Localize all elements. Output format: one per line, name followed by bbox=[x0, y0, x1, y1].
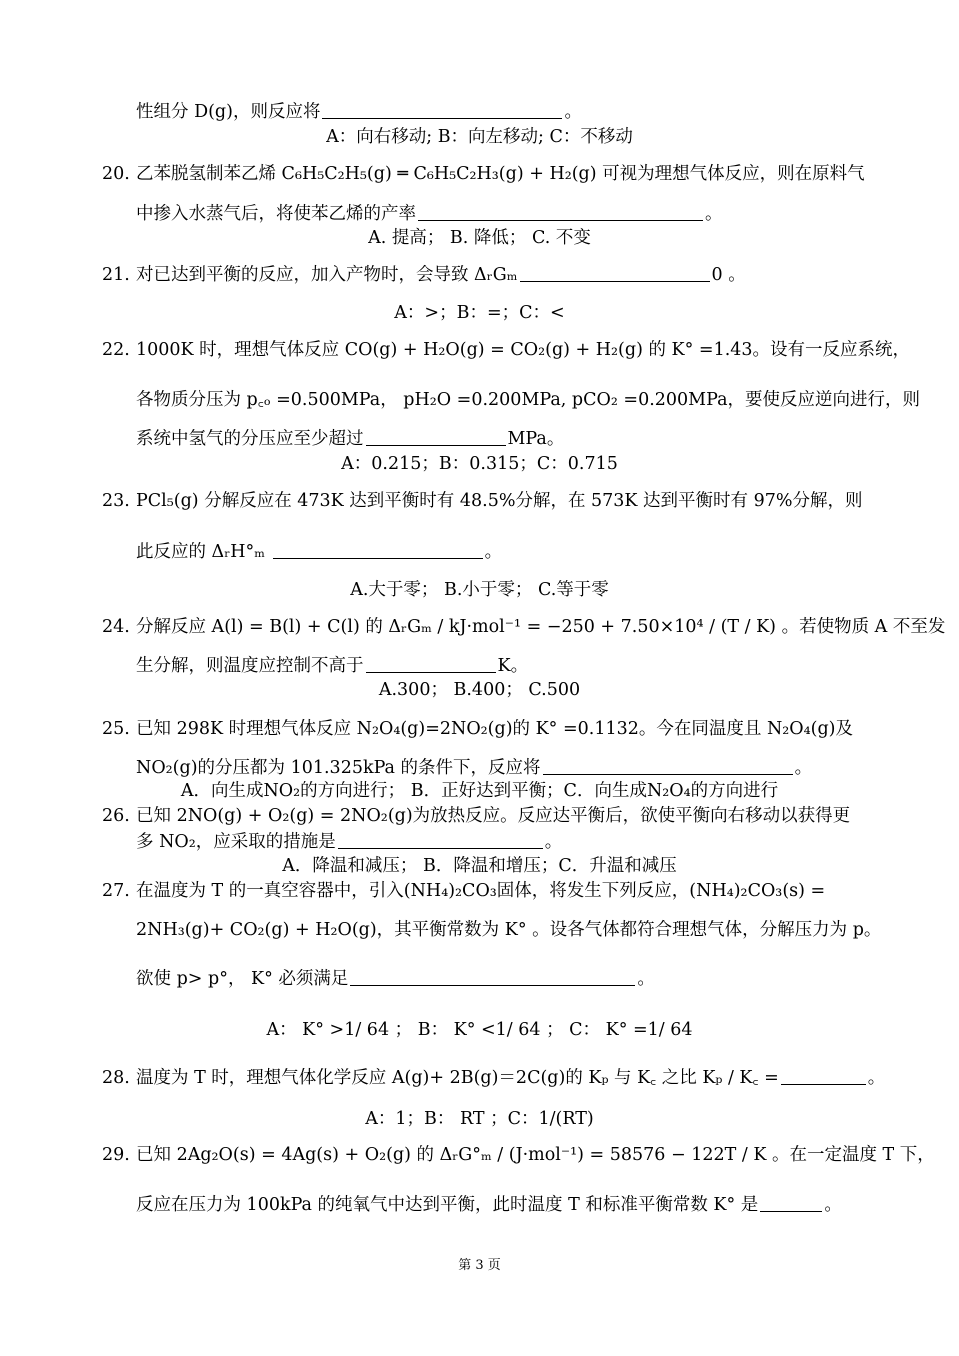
q24-number: 24. bbox=[102, 617, 130, 637]
q23-number: 23. bbox=[102, 491, 130, 511]
q24-line1: 分解反应 A(l) = B(l) + C(l) 的 ΔᵣGₘ / kJ·mol⁻¹ = −250 + 7.50×10⁴ / (T / K) 。若使物质 A 不至发 bbox=[136, 617, 946, 637]
answer-blank bbox=[322, 101, 562, 119]
q27-options: A： K° >1/ 64 ； B： K° <1/ 64 ； C： K° =1/ 64 bbox=[266, 1020, 693, 1040]
page-footer: 第 3 页 bbox=[458, 1258, 501, 1273]
q29-line1: 已知 2Ag₂O(s) = 4Ag(s) + O₂(g) 的 ΔᵣG°ₘ / (J·mol⁻¹) = 58576 − 122T / K 。在一定温度 T 下， bbox=[136, 1145, 935, 1165]
q28-options: A：1；B： RT ；C：1/(RT) bbox=[365, 1109, 594, 1129]
q25-line2: NO₂(g)的分压都为 101.325kPa 的条件下，反应将 。 bbox=[136, 758, 813, 778]
q20-line2: 中掺入水蒸气后，将使苯乙烯的产率 。 bbox=[136, 204, 723, 224]
q19-line1: 性组分 D(g)，则反应将 。 bbox=[136, 102, 582, 122]
q28-line1: 温度为 T 时，理想气体化学反应 A(g)+ 2B(g)＝2C(g)的 Kₚ 与 K꜀ 之比 Kₚ / K꜀ = 。 bbox=[136, 1068, 886, 1088]
q26-line2: 多 NO₂，应采取的措施是 。 bbox=[136, 832, 563, 852]
answer-blank bbox=[781, 1067, 866, 1085]
q25-number: 25. bbox=[102, 719, 130, 739]
q24-options: A.300； B.400； C.500 bbox=[378, 680, 581, 700]
q26-number: 26. bbox=[102, 806, 130, 826]
q25-options: A．向生成NO₂的方向进行； B．正好达到平衡；C．向生成N₂O₄的方向进行 bbox=[180, 781, 779, 801]
q29-line2: 反应在压力为 100kPa 的纯氧气中达到平衡，此时温度 T 和标准平衡常数 K° 是 。 bbox=[136, 1195, 842, 1215]
q26-options: A．降温和减压； B．降温和增压；C．升温和减压 bbox=[282, 856, 677, 876]
q26-line1: 已知 2NO(g) + O₂(g) = 2NO₂(g)为放热反应。反应达平衡后，欲使平衡向右移动以获得更 bbox=[136, 806, 851, 826]
q25-line1: 已知 298K 时理想气体反应 N₂O₄(g)=2NO₂(g)的 K° =0.1132。今在同温度且 N₂O₄(g)及 bbox=[136, 719, 853, 739]
answer-blank bbox=[273, 541, 483, 559]
q27-line1: 在温度为 T 的一真空容器中，引入(NH₄)₂CO₃固体，将发生下列反应，(NH₄)₂CO₃(s) = bbox=[136, 881, 826, 901]
answer-blank bbox=[760, 1194, 822, 1212]
q21-number: 21. bbox=[102, 265, 130, 285]
q19-options: A：向右移动; B：向左移动; C：不移动 bbox=[326, 127, 633, 147]
answer-blank bbox=[520, 264, 710, 282]
q21-options: A：>；B：=；C：< bbox=[394, 303, 565, 323]
q22-line2: 各物质分压为 p꜀ₒ =0.500MPa， pH₂O =0.200MPa, pCO₂ =0.200MPa，要使反应逆向进行，则 bbox=[136, 390, 921, 410]
q27-line2: 2NH₃(g)+ CO₂(g) + H₂O(g)，其平衡常数为 K° 。设各气体都符合理想气体，分解压力为 p。 bbox=[136, 920, 882, 940]
q20-options: A. 提高； B. 降低； C. 不变 bbox=[368, 228, 591, 248]
q24-line2: 生分解，则温度应控制不高于 K。 bbox=[136, 656, 529, 676]
q22-line3: 系统中氢气的分压应至少超过 MPa。 bbox=[136, 429, 565, 449]
answer-blank bbox=[543, 757, 793, 775]
q27-number: 27. bbox=[102, 881, 130, 901]
q27-line3: 欲使 p> p°， K° 必须满足 。 bbox=[136, 969, 655, 989]
q28-number: 28. bbox=[102, 1068, 130, 1088]
q23-options: A.大于零； B.小于零； C.等于零 bbox=[350, 580, 609, 600]
answer-blank bbox=[418, 203, 703, 221]
q22-options: A：0.215；B：0.315；C：0.715 bbox=[341, 454, 618, 474]
answer-blank bbox=[366, 428, 506, 446]
q20-number: 20. bbox=[102, 164, 130, 184]
answer-blank bbox=[366, 655, 496, 673]
q22-number: 22. bbox=[102, 340, 130, 360]
q23-line1: PCl₅(g) 分解反应在 473K 达到平衡时有 48.5%分解，在 573K 达到平衡时有 97%分解，则 bbox=[136, 491, 863, 511]
answer-blank bbox=[338, 831, 543, 849]
q21-line1: 对已达到平衡的反应，加入产物时，会导致 ΔᵣGₘ 0 。 bbox=[136, 265, 746, 285]
q20-line1: 乙苯脱氢制苯乙烯 C₆H₅C₂H₅(g) ═ C₆H₅C₂H₃(g) + H₂(g) 可视为理想气体反应，则在原料气 bbox=[136, 164, 865, 184]
q23-line2: 此反应的 ΔᵣH°ₘ 。 bbox=[136, 542, 503, 562]
answer-blank bbox=[350, 968, 635, 986]
q22-line1: 1000K 时，理想气体反应 CO(g) + H₂O(g) = CO₂(g) + H₂(g) 的 K° =1.43。设有一反应系统， bbox=[136, 340, 911, 360]
q29-number: 29. bbox=[102, 1145, 130, 1165]
